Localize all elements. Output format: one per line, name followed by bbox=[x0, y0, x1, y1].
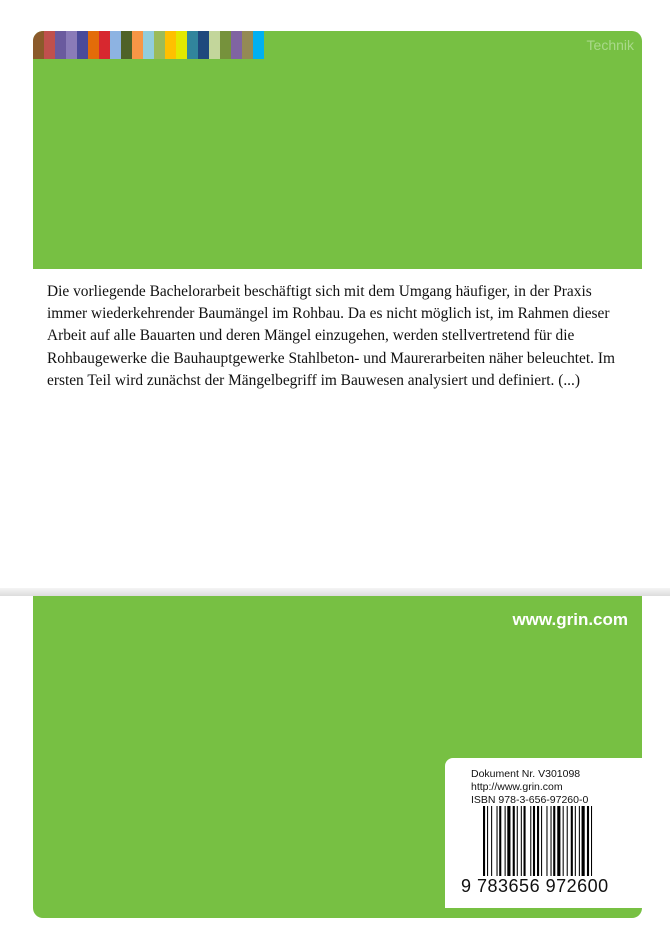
color-stripe bbox=[187, 31, 198, 59]
color-stripe bbox=[154, 31, 165, 59]
isbn-info-box bbox=[445, 758, 642, 908]
publisher-url: www.grin.com bbox=[512, 610, 628, 629]
barcode-icon bbox=[483, 806, 633, 876]
document-url: http://www.grin.com bbox=[471, 780, 563, 793]
color-stripe bbox=[242, 31, 253, 59]
color-stripe bbox=[66, 31, 77, 59]
info-lines bbox=[471, 768, 588, 806]
color-stripe bbox=[77, 31, 88, 59]
color-stripe bbox=[121, 31, 132, 59]
color-stripe bbox=[165, 31, 176, 59]
color-stripe bbox=[33, 31, 44, 59]
color-stripe bbox=[143, 31, 154, 59]
document-number: Dokument Nr. V301098 bbox=[471, 768, 581, 780]
color-stripe bbox=[253, 31, 264, 59]
color-stripe bbox=[44, 31, 55, 59]
color-stripes bbox=[33, 31, 264, 59]
color-stripe bbox=[99, 31, 110, 59]
back-cover-blurb bbox=[47, 281, 627, 392]
barcode-digits: 9 783656 972600 bbox=[461, 876, 609, 896]
isbn-number: ISBN 978-3-656-97260-0 bbox=[471, 793, 589, 806]
color-stripe bbox=[55, 31, 66, 59]
panel-divider-shadow bbox=[0, 588, 670, 596]
color-stripe bbox=[132, 31, 143, 59]
color-stripe bbox=[88, 31, 99, 59]
blurb-text: Die vorliegende Bachelorarbeit beschäftigt sich mit dem Umgang häufiger, in der Praxis immer wiederkehrender Baumängel im Rohbau. Da es nicht möglich ist, im Rahmen dieser Arbeit auf alle Bauarten und deren Mängel einzugehen, werden stellvertretend für die Rohbaugewerke die Bauhauptgewerke Stahlbeton- und Maurerarbeiten näher beleuchtet. Im ersten Teil wird zunächst der Mängelbegriff im Bauwesen analysiert und definiert. (...) bbox=[47, 283, 615, 389]
color-stripe bbox=[220, 31, 231, 59]
color-stripe bbox=[231, 31, 242, 59]
cover-top-panel bbox=[33, 31, 642, 269]
color-stripe bbox=[198, 31, 209, 59]
category-label: Technik bbox=[586, 37, 634, 53]
color-stripe bbox=[176, 31, 187, 59]
color-stripe bbox=[209, 31, 220, 59]
color-stripe bbox=[110, 31, 121, 59]
